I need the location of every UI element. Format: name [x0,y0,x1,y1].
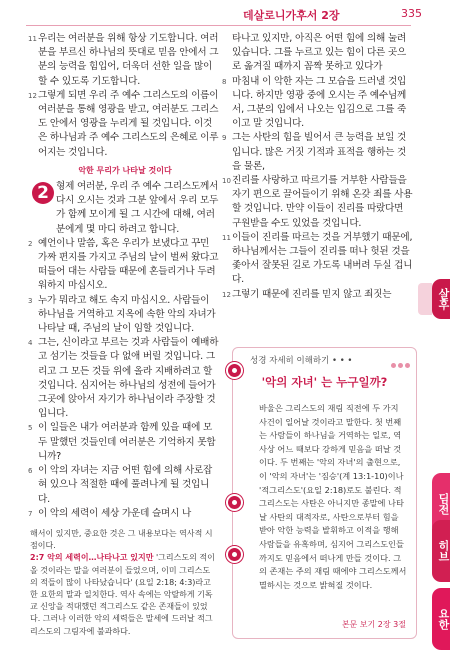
verse-number: 9 [222,134,227,143]
verse-text: 그는, 신이라고 부르는 것과 사람들이 예배하고 섬기는 것들을 다 없애 버릴 것입니다. 그리고 그 모든 것들 위에 올라 지배하려고 할 것입니다. 심지어는 하나님의 성전에 들어가 그곳에 앉아서 자기가 하나님이라 주장할 것입니다. [38,337,219,420]
study-note [30,528,215,638]
verse-number: 4 [28,339,33,348]
verse-number: 5 [28,424,33,433]
verse [224,288,414,302]
verse-text: 그렇기 때문에 진리를 믿지 않고 죄짓는 [232,288,392,300]
verse-number: 3 [28,296,33,305]
study-info-box [232,347,417,639]
verse [30,89,220,160]
note-line: 해서이 있지만, 중요한 것은 그 내용보다는 역사적 시점이다. [30,529,213,551]
ring-bullet-icon [226,546,243,563]
info-box-reference: 본문 보기 2장 3절 [341,620,406,629]
verse [30,336,220,421]
verse-number: 12 [222,290,231,299]
verse-text: 그는 사탄의 힘을 빌어서 큰 능력을 보일 것입니다. 많은 거짓 기적과 표적을 행하는 것을 물론, [232,132,407,172]
verse-number: 11 [222,233,231,242]
verse [30,421,220,464]
verse [30,32,220,89]
chapter-number-badge: 2 [32,182,54,204]
info-box-title: '악의 자녀' 는 누구일까? [261,375,388,389]
note-highlight: 2:7 악의 세력이…나타나고 있지만 [30,553,154,563]
verse-number: 6 [28,467,33,476]
note-line [30,552,215,637]
right-column [224,32,414,302]
verse-text: 이 악의 자녀는 지금 어떤 힘에 의해 사로잡혀 있으나 적절한 때에 풀려나게 될 것입니다. [38,465,213,505]
tab-2thessalonians[interactable]: 살후 [432,279,450,319]
note-text: '그리스도의 적이 올 것이라는 말을 여러분이 들었으며, 이미 그리스도의 적들이 많이 나타났습니다' (요일 2:18; 4:3)라고 한 요한의 말과 일치한다. 역사 속에는 악랄하게 기독교 신앙을 적대했던 적그리스도 같은 존재들이 있었다. 그러나 이러한 악의 세력들은 말세에 드러날 적그리스도의 그림자에 불과하다. [30,553,215,636]
verse-text: 이 악의 세력이 세상 가운데 슬며시 나 [38,507,192,519]
verse-text: 타나고 있지만, 아직은 어떤 힘에 의해 눌려 있습니다. 그를 누르고 있는 힘이 다른 곳으로 옮겨질 때까지 꼼짝 못하고 있다가 [232,33,407,73]
verse-text: 누가 뭐라고 해도 속지 마십시오. 사람들이 하나님을 거역하고 지옥에 속한 악의 자녀가 나타날 때, 주님의 날이 임할 것입니다. [38,294,216,335]
verse-text: 진리를 사랑하고 따르기를 거부한 사람들을 자기 편으로 끌어들이기 위해 온갖 죄를 사용할 것입니다. 만약 이들이 진리를 따랐다면 구원받을 수도 있었을 것입니다. [232,175,413,229]
verse [224,174,414,231]
verse-text: 우리는 여러분을 위해 항상 기도합니다. 여러분을 부르신 하나님의 뜻대로 믿음 안에서 그분의 능력을 힘입어, 더욱더 선한 일을 많이 할 수 있도록 기도합니다. [38,33,219,87]
verse-text: 형제 여러분, 우리 주 예수 그리스도께서 다시 오시는 것과 그분 앞에서 우리 모두가 함께 모이게 될 그 시간에 대해, 여러분에게 몇 마디 하려고 합니다. [56,181,219,235]
info-box-header: 성경 자세히 이해하기 • • • [250,356,353,366]
page-number: 335 [401,7,422,20]
tab-john[interactable]: 요한 [432,588,450,650]
info-box-body: 바울은 그리스도의 재림 직전에 두 가지 사건이 일어날 것이라고 말한다. 첫 번째는 사람들이 하나님을 거역하는 일로, 역사상 어느 때보다 강하게 믿음을 떠날 것이다. 두 번째는 '악의 자녀'의 출현으로, 이 '악의 자녀'는 '짐승'(계 13:1-10)이나 '적그리스도'(요일 2:18)로도 불린다. 적그리스도는 사탄은 아니지만 종말에 나타날 사탄의 대적자로, 사탄으로부터 힘을 받아 악한 능력을 발휘하고 이적을 행해 사람들을 유혹하며, 심지어 그리스도인들까지도 믿음에서 떠나게 만들 것이다. 그의 존재는 주의 재림 때에야 그리스도께서 멸하시는 것으로 밝혀질 것이다. [259,403,407,590]
header-divider [26,25,411,26]
tab-decoration [418,283,432,315]
verse [224,231,414,288]
tab-1timothy[interactable]: 딤전 [432,473,450,535]
verse [224,32,414,75]
verse [224,131,414,174]
section-subheading: 악한 무리가 나타날 것이다 [78,165,172,175]
verse-number: 10 [222,177,231,186]
verse-number: 8 [222,77,227,86]
verse [224,75,414,132]
ring-bullet-icon [226,494,243,511]
verse-number: 2 [28,239,33,248]
verse-text: 예언이나 말씀, 혹은 우리가 보냈다고 꾸민 가짜 편지를 가지고 주님의 날이 벌써 왔다고 떠들어 대는 사람들 때문에 혼들리거나 두려워하지 마십시오. [38,237,219,292]
verse-number: 7 [28,509,33,518]
verse [30,464,220,507]
verse [30,294,220,337]
verse [30,237,220,294]
verse-text: 그렇게 되면 우리 주 예수 그리스도의 이름이 여러분을 통해 영광을 받고, 여러분도 그리스도 안에서 영광을 누리게 될 것입니다. 이것은 하나님과 주 예수 그리스도의 은혜로 이루어지는 것입니다. [38,89,219,158]
verse-text: 이들이 진리를 따르는 것을 거부했기 때문에, 하나님께서는 그들이 진리를 떠나 헛된 것을 좇아서 잘못된 길로 가도록 내버려 두실 겁니다. [232,231,413,286]
verse-text: 마침내 이 악한 자는 그 모습을 드러낼 것입니다. 하지만 영광 중에 오시는 주 예수님께서, 그분의 입에서 나오는 입김으로 그를 죽이고 말 것입니다. [232,75,407,130]
left-column [30,32,220,521]
verse [30,507,220,521]
dot-pattern-icon [389,353,410,372]
chapter-start [30,180,220,237]
verse-number: 12 [28,91,37,100]
verse-number: 11 [28,35,37,43]
header-title: 데살로니가후서 2장 [243,9,340,22]
tab-hebrews[interactable]: 히브 [432,520,450,582]
verse-text: 이 일들은 내가 여러분과 함께 있을 때에 모두 말했던 것들인데 여러분은 기억하지 못합니까? [38,422,216,462]
